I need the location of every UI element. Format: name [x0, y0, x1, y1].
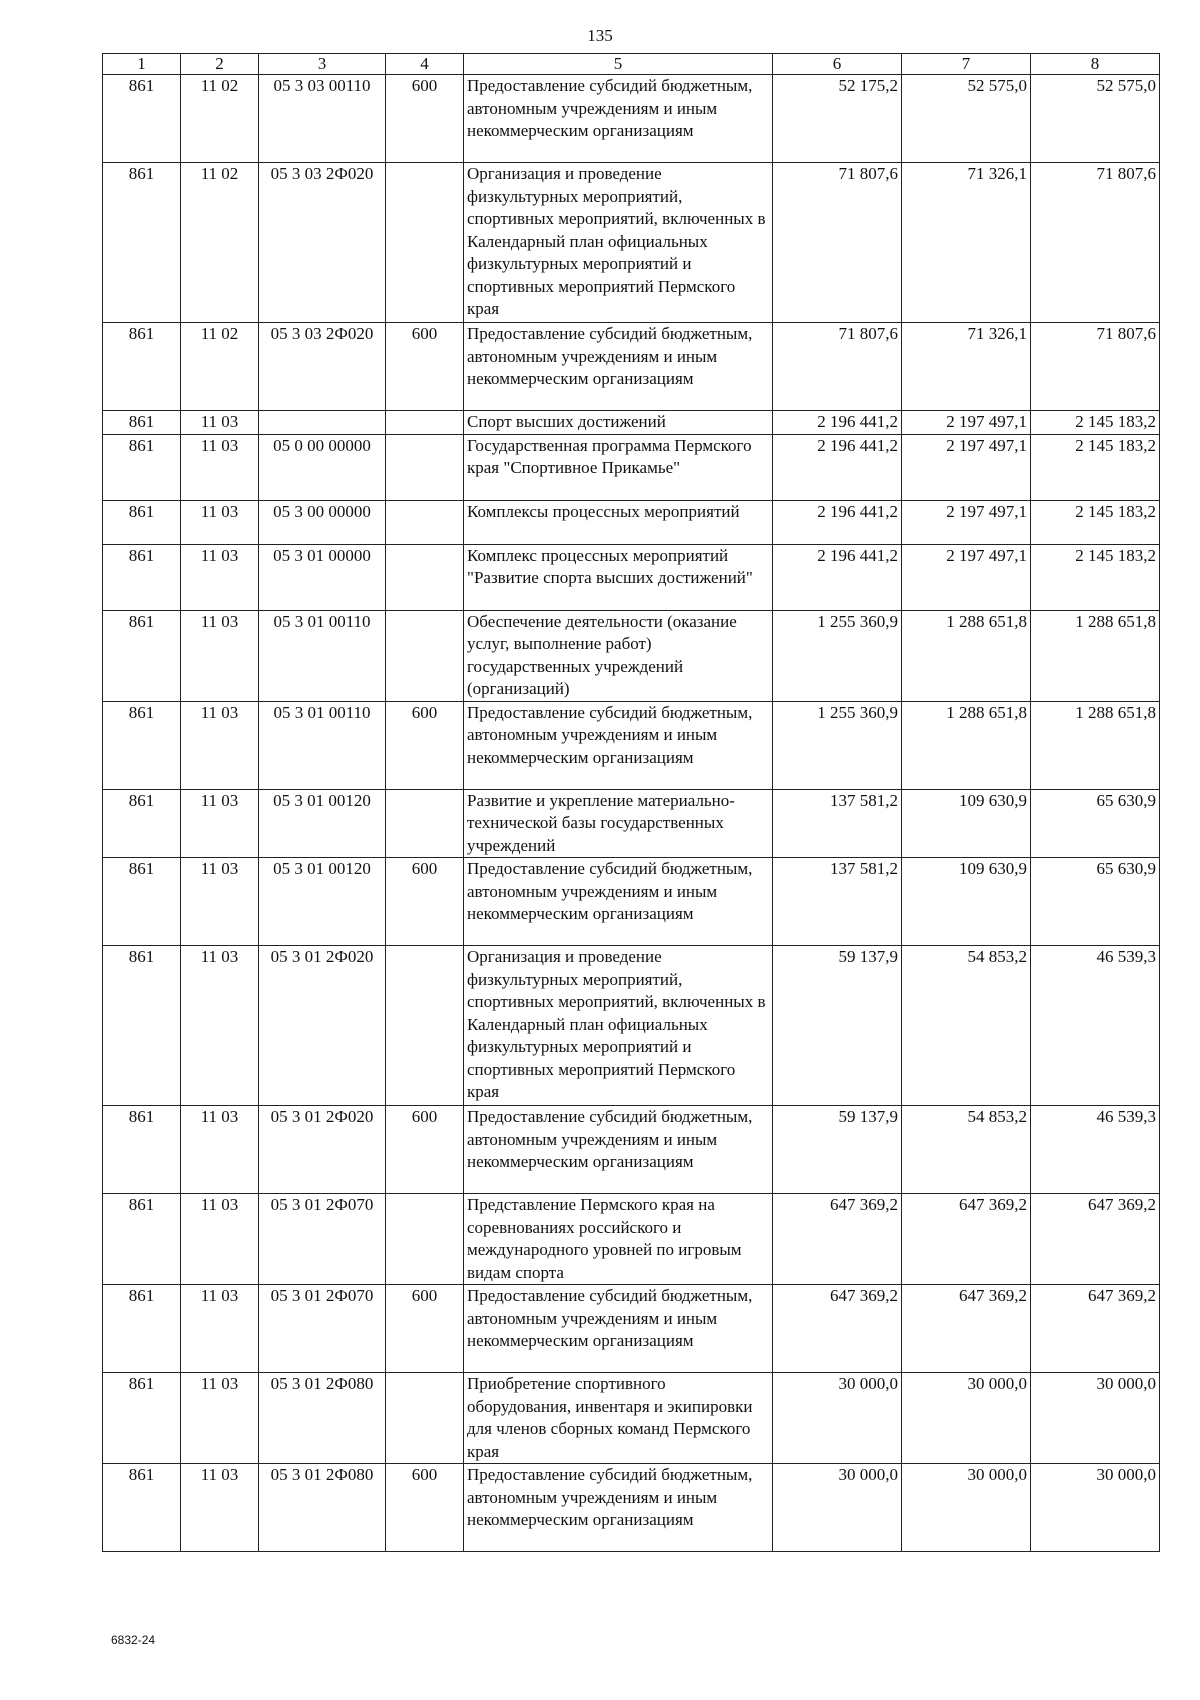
- target-code-cell: 05 3 00 00000: [259, 500, 386, 544]
- header-cell: 8: [1031, 54, 1160, 75]
- description-cell: Спорт высших достижений: [464, 411, 773, 435]
- value-col-7-cell: 109 630,9: [902, 789, 1031, 858]
- value-col-8-cell: 71 807,6: [1031, 163, 1160, 323]
- value-col-8-cell: 647 369,2: [1031, 1194, 1160, 1285]
- target-code-cell: 05 3 01 2Ф080: [259, 1464, 386, 1552]
- value-col-6-cell: 59 137,9: [773, 946, 902, 1106]
- value-col-6-cell: 647 369,2: [773, 1194, 902, 1285]
- value-col-7-cell: 54 853,2: [902, 946, 1031, 1106]
- value-col-7-cell: 2 197 497,1: [902, 434, 1031, 500]
- value-col-7-cell: 2 197 497,1: [902, 544, 1031, 610]
- target-code-cell: 05 3 01 00110: [259, 610, 386, 701]
- target-code-cell: [259, 411, 386, 435]
- header-cell: 2: [181, 54, 259, 75]
- value-col-6-cell: 30 000,0: [773, 1464, 902, 1552]
- value-col-6-cell: 71 807,6: [773, 323, 902, 411]
- subsection-code-cell: 11 03: [181, 946, 259, 1106]
- description-cell: Предоставление субсидий бюджетным, автономным учреждениям и иным некоммерческим организациям: [464, 323, 773, 411]
- value-col-7-cell: 2 197 497,1: [902, 411, 1031, 435]
- table-row: [103, 75, 1160, 163]
- target-code-cell: 05 3 01 2Ф020: [259, 1106, 386, 1194]
- section-code-cell: 861: [103, 610, 181, 701]
- target-code-cell: 05 3 01 2Ф070: [259, 1285, 386, 1373]
- section-code-cell: 861: [103, 789, 181, 858]
- section-code-cell: 861: [103, 323, 181, 411]
- value-col-7-cell: 71 326,1: [902, 163, 1031, 323]
- table-row: [103, 1373, 1160, 1464]
- table-row: [103, 946, 1160, 1106]
- value-col-8-cell: 30 000,0: [1031, 1464, 1160, 1552]
- table-row: [103, 1194, 1160, 1285]
- header-cell: 4: [386, 54, 464, 75]
- subsection-code-cell: 11 03: [181, 1464, 259, 1552]
- description-cell: Организация и проведение физкультурных мероприятий, спортивных мероприятий, включенных в Календарный план официальных физкультурных мероприятий и спортивных мероприятий Пермского края: [464, 163, 773, 323]
- section-code-cell: 861: [103, 1106, 181, 1194]
- value-col-7-cell: 1 288 651,8: [902, 701, 1031, 789]
- section-code-cell: 861: [103, 411, 181, 435]
- subsection-code-cell: 11 02: [181, 75, 259, 163]
- value-col-6-cell: 137 581,2: [773, 858, 902, 946]
- header-cell: 7: [902, 54, 1031, 75]
- expense-type-cell: 600: [386, 75, 464, 163]
- subsection-code-cell: 11 03: [181, 434, 259, 500]
- description-cell: Представление Пермского края на соревнованиях российского и международного уровней по игровым видам спорта: [464, 1194, 773, 1285]
- table-row: [103, 411, 1160, 435]
- table-body: [103, 75, 1160, 1552]
- table-row: [103, 323, 1160, 411]
- value-col-6-cell: 2 196 441,2: [773, 411, 902, 435]
- target-code-cell: 05 0 00 00000: [259, 434, 386, 500]
- description-cell: Приобретение спортивного оборудования, инвентаря и экипировки для членов сборных команд Пермского края: [464, 1373, 773, 1464]
- expense-type-cell: [386, 789, 464, 858]
- value-col-8-cell: 46 539,3: [1031, 946, 1160, 1106]
- value-col-6-cell: 52 175,2: [773, 75, 902, 163]
- target-code-cell: 05 3 01 2Ф020: [259, 946, 386, 1106]
- table-row: [103, 1106, 1160, 1194]
- expense-type-cell: 600: [386, 323, 464, 411]
- expense-type-cell: [386, 946, 464, 1106]
- subsection-code-cell: 11 03: [181, 1285, 259, 1373]
- section-code-cell: 861: [103, 701, 181, 789]
- target-code-cell: 05 3 01 2Ф070: [259, 1194, 386, 1285]
- expense-type-cell: [386, 610, 464, 701]
- subsection-code-cell: 11 03: [181, 610, 259, 701]
- value-col-7-cell: 30 000,0: [902, 1373, 1031, 1464]
- subsection-code-cell: 11 03: [181, 500, 259, 544]
- expense-type-cell: 600: [386, 858, 464, 946]
- value-col-6-cell: 59 137,9: [773, 1106, 902, 1194]
- value-col-8-cell: 52 575,0: [1031, 75, 1160, 163]
- header-cell: 3: [259, 54, 386, 75]
- value-col-6-cell: 1 255 360,9: [773, 610, 902, 701]
- target-code-cell: 05 3 01 2Ф080: [259, 1373, 386, 1464]
- value-col-7-cell: 30 000,0: [902, 1464, 1031, 1552]
- table-row: [103, 789, 1160, 858]
- value-col-8-cell: 647 369,2: [1031, 1285, 1160, 1373]
- expense-type-cell: 600: [386, 1464, 464, 1552]
- expense-type-cell: [386, 1373, 464, 1464]
- value-col-7-cell: 54 853,2: [902, 1106, 1031, 1194]
- value-col-8-cell: 1 288 651,8: [1031, 610, 1160, 701]
- page-number: 135: [587, 26, 613, 45]
- description-cell: Предоставление субсидий бюджетным, автономным учреждениям и иным некоммерческим организациям: [464, 1285, 773, 1373]
- description-cell: Предоставление субсидий бюджетным, автономным учреждениям и иным некоммерческим организациям: [464, 701, 773, 789]
- description-cell: Предоставление субсидий бюджетным, автономным учреждениям и иным некоммерческим организациям: [464, 75, 773, 163]
- header-row: [103, 54, 1160, 75]
- section-code-cell: 861: [103, 1194, 181, 1285]
- subsection-code-cell: 11 03: [181, 701, 259, 789]
- target-code-cell: 05 3 01 00120: [259, 789, 386, 858]
- section-code-cell: 861: [103, 75, 181, 163]
- expense-type-cell: [386, 163, 464, 323]
- table-row: [103, 434, 1160, 500]
- table-row: [103, 544, 1160, 610]
- section-code-cell: 861: [103, 1373, 181, 1464]
- table-row: [103, 610, 1160, 701]
- expense-type-cell: [386, 411, 464, 435]
- description-cell: Государственная программа Пермского края "Спортивное Прикамье": [464, 434, 773, 500]
- value-col-8-cell: 2 145 183,2: [1031, 544, 1160, 610]
- target-code-cell: 05 3 03 2Ф020: [259, 163, 386, 323]
- expense-type-cell: [386, 1194, 464, 1285]
- value-col-8-cell: 30 000,0: [1031, 1373, 1160, 1464]
- description-cell: Развитие и укрепление материально-технической базы государственных учреждений: [464, 789, 773, 858]
- expense-type-cell: 600: [386, 1285, 464, 1373]
- value-col-8-cell: 71 807,6: [1031, 323, 1160, 411]
- expense-type-cell: [386, 434, 464, 500]
- table-row: [103, 1464, 1160, 1552]
- subsection-code-cell: 11 03: [181, 544, 259, 610]
- value-col-7-cell: 647 369,2: [902, 1194, 1031, 1285]
- value-col-7-cell: 52 575,0: [902, 75, 1031, 163]
- subsection-code-cell: 11 03: [181, 858, 259, 946]
- value-col-6-cell: 2 196 441,2: [773, 434, 902, 500]
- value-col-8-cell: 2 145 183,2: [1031, 434, 1160, 500]
- section-code-cell: 861: [103, 858, 181, 946]
- budget-table: [102, 53, 1160, 1552]
- header-cell: 6: [773, 54, 902, 75]
- target-code-cell: 05 3 01 00000: [259, 544, 386, 610]
- value-col-8-cell: 1 288 651,8: [1031, 701, 1160, 789]
- value-col-6-cell: 647 369,2: [773, 1285, 902, 1373]
- description-cell: Предоставление субсидий бюджетным, автономным учреждениям и иным некоммерческим организациям: [464, 1106, 773, 1194]
- table-row: [103, 858, 1160, 946]
- table-row: [103, 701, 1160, 789]
- section-code-cell: 861: [103, 500, 181, 544]
- value-col-7-cell: 2 197 497,1: [902, 500, 1031, 544]
- value-col-8-cell: 2 145 183,2: [1031, 411, 1160, 435]
- value-col-6-cell: 2 196 441,2: [773, 544, 902, 610]
- subsection-code-cell: 11 02: [181, 323, 259, 411]
- document-code: 6832-24: [111, 1633, 156, 1647]
- section-code-cell: 861: [103, 1285, 181, 1373]
- description-cell: Комплекс процессных мероприятий "Развитие спорта высших достижений": [464, 544, 773, 610]
- value-col-7-cell: 647 369,2: [902, 1285, 1031, 1373]
- value-col-8-cell: 65 630,9: [1031, 789, 1160, 858]
- description-cell: Предоставление субсидий бюджетным, автономным учреждениям и иным некоммерческим организациям: [464, 1464, 773, 1552]
- header-cell: 1: [103, 54, 181, 75]
- description-cell: Предоставление субсидий бюджетным, автономным учреждениям и иным некоммерческим организациям: [464, 858, 773, 946]
- target-code-cell: 05 3 03 2Ф020: [259, 323, 386, 411]
- section-code-cell: 861: [103, 1464, 181, 1552]
- section-code-cell: 861: [103, 544, 181, 610]
- target-code-cell: 05 3 03 00110: [259, 75, 386, 163]
- expense-type-cell: 600: [386, 1106, 464, 1194]
- value-col-7-cell: 109 630,9: [902, 858, 1031, 946]
- description-cell: Обеспечение деятельности (оказание услуг, выполнение работ) государственных учреждений (организаций): [464, 610, 773, 701]
- subsection-code-cell: 11 03: [181, 1194, 259, 1285]
- section-code-cell: 861: [103, 434, 181, 500]
- table-row: [103, 1285, 1160, 1373]
- subsection-code-cell: 11 03: [181, 1373, 259, 1464]
- subsection-code-cell: 11 03: [181, 1106, 259, 1194]
- table-row: [103, 500, 1160, 544]
- header-cell: 5: [464, 54, 773, 75]
- description-cell: Комплексы процессных мероприятий: [464, 500, 773, 544]
- table-row: [103, 163, 1160, 323]
- value-col-7-cell: 71 326,1: [902, 323, 1031, 411]
- description-cell: Организация и проведение физкультурных мероприятий, спортивных мероприятий, включенных в Календарный план официальных физкультурных мероприятий и спортивных мероприятий Пермского края: [464, 946, 773, 1106]
- value-col-6-cell: 71 807,6: [773, 163, 902, 323]
- target-code-cell: 05 3 01 00120: [259, 858, 386, 946]
- target-code-cell: 05 3 01 00110: [259, 701, 386, 789]
- value-col-8-cell: 2 145 183,2: [1031, 500, 1160, 544]
- value-col-6-cell: 30 000,0: [773, 1373, 902, 1464]
- subsection-code-cell: 11 03: [181, 411, 259, 435]
- value-col-6-cell: 137 581,2: [773, 789, 902, 858]
- subsection-code-cell: 11 03: [181, 789, 259, 858]
- subsection-code-cell: 11 02: [181, 163, 259, 323]
- section-code-cell: 861: [103, 946, 181, 1106]
- value-col-6-cell: 1 255 360,9: [773, 701, 902, 789]
- value-col-6-cell: 2 196 441,2: [773, 500, 902, 544]
- expense-type-cell: [386, 500, 464, 544]
- expense-type-cell: [386, 544, 464, 610]
- expense-type-cell: 600: [386, 701, 464, 789]
- value-col-7-cell: 1 288 651,8: [902, 610, 1031, 701]
- value-col-8-cell: 46 539,3: [1031, 1106, 1160, 1194]
- section-code-cell: 861: [103, 163, 181, 323]
- value-col-8-cell: 65 630,9: [1031, 858, 1160, 946]
